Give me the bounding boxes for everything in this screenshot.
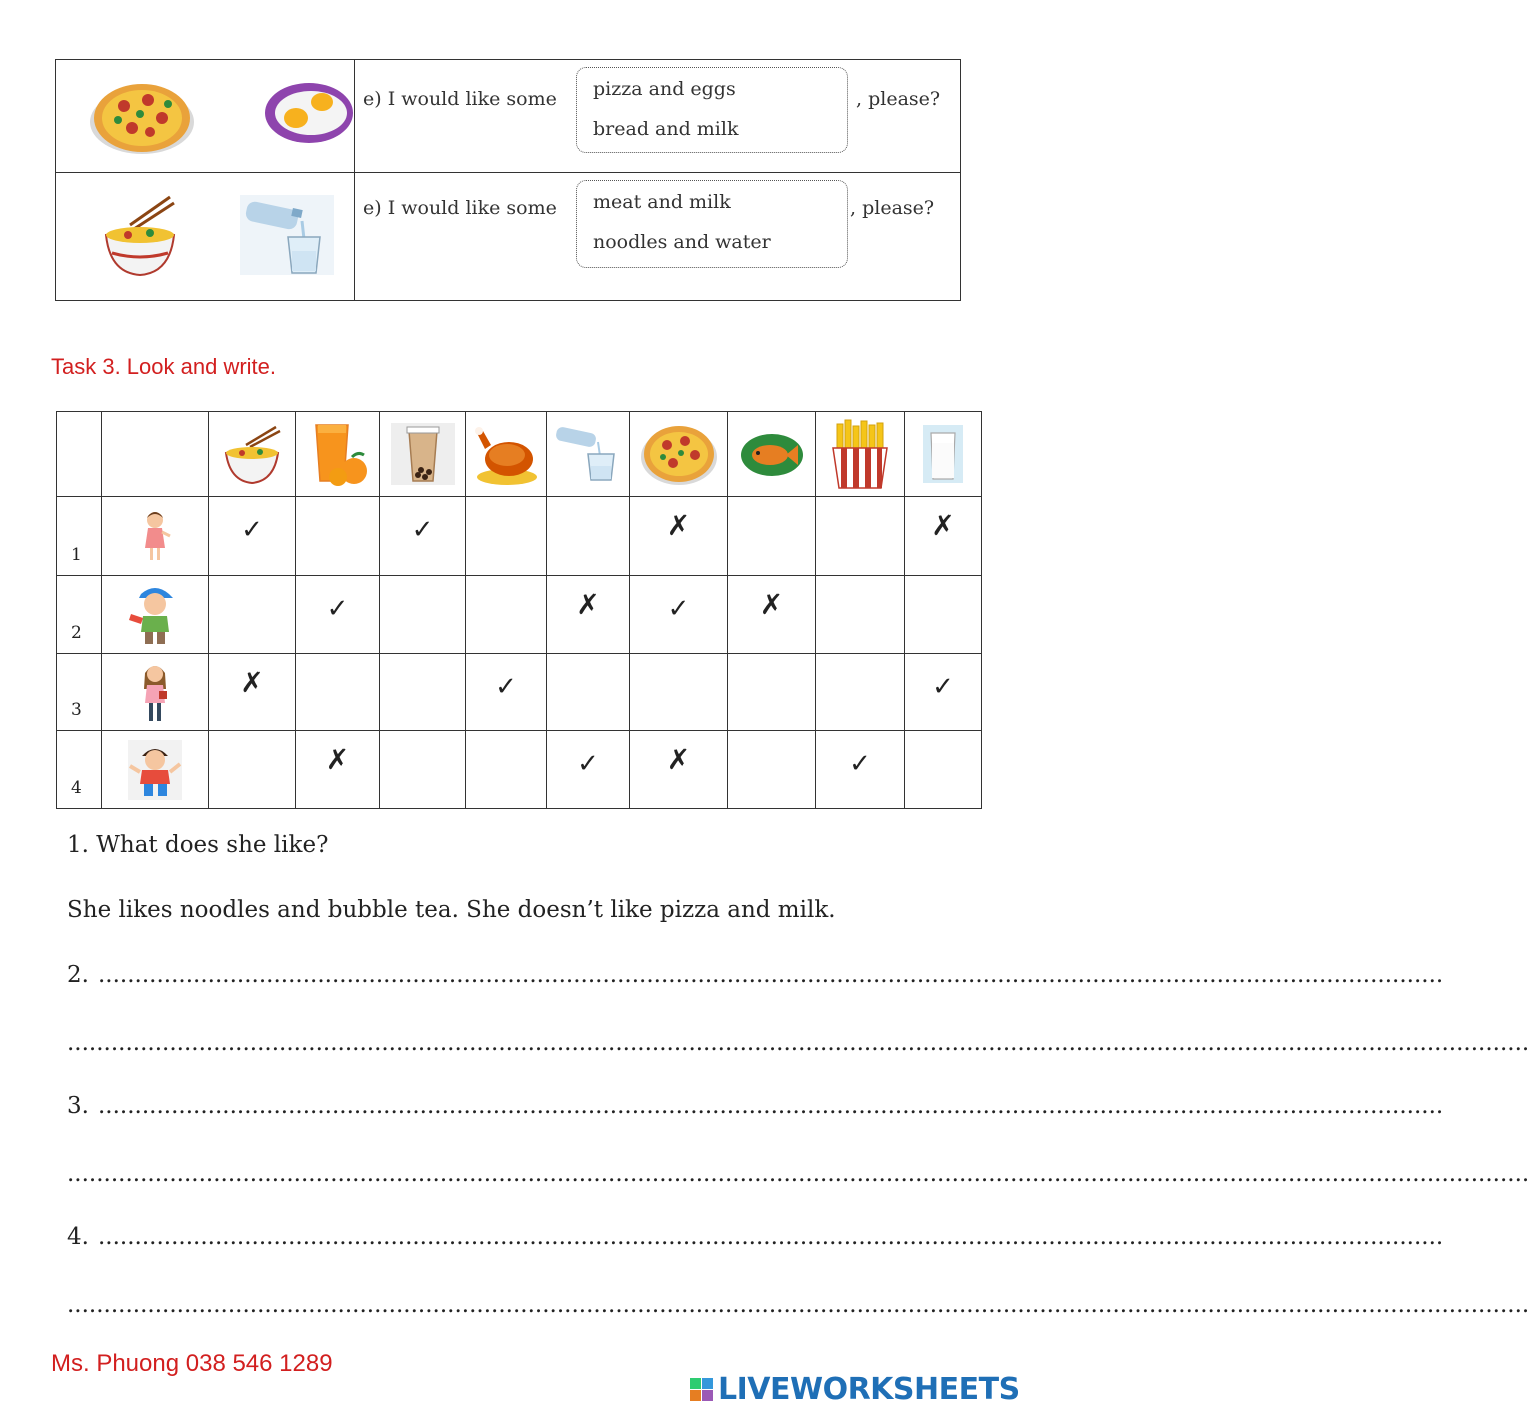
pizza-icon: [88, 74, 196, 158]
choice-table: [55, 59, 961, 301]
please-suffix: , please?: [856, 88, 941, 110]
mark-cell[interactable]: [296, 654, 380, 731]
noodles-icon: [222, 425, 282, 483]
roast-chicken-icon: [473, 421, 539, 487]
fish-dish-icon: [740, 431, 804, 477]
fried-eggs-icon: [264, 82, 354, 144]
food-header-cell: [905, 412, 982, 497]
milk-icon: [923, 425, 963, 483]
food-header-cell: [630, 412, 728, 497]
mark: ✗: [931, 509, 955, 542]
table-row: [57, 654, 982, 731]
person-cell: [102, 576, 209, 654]
option-pizza-and-eggs[interactable]: pizza and eggs: [593, 78, 736, 100]
brand-logo[interactable]: [690, 1372, 1020, 1407]
mark: ✓: [667, 594, 690, 624]
mark: ✗: [666, 509, 691, 542]
mark-cell[interactable]: [296, 497, 380, 576]
mark-cell[interactable]: [466, 497, 547, 576]
mark-cell[interactable]: [466, 576, 547, 654]
food-header-cell: [466, 412, 547, 497]
mark-cell[interactable]: [380, 576, 466, 654]
mark-cell[interactable]: [209, 576, 296, 654]
girl-icon: [140, 510, 170, 562]
example-question: 1. What does she like?: [67, 832, 329, 858]
mark-cell[interactable]: [380, 654, 466, 731]
person-cell: [102, 731, 209, 809]
task3-title: Task 3. Look and write.: [51, 354, 277, 379]
answer-line[interactable]: ........................................................................................................................................................................................................: [67, 1030, 1529, 1056]
mark-cell[interactable]: [209, 497, 296, 576]
mark-cell[interactable]: [380, 497, 466, 576]
mark-cell[interactable]: [728, 654, 816, 731]
mark-cell[interactable]: [547, 654, 630, 731]
fries-icon: [827, 420, 893, 488]
food-header-cell: [380, 412, 466, 497]
girl-icon: [139, 661, 171, 723]
person-cell: [102, 654, 209, 731]
choice-row-2: [56, 172, 960, 301]
mark-cell[interactable]: [630, 497, 728, 576]
look-and-write-grid: [56, 411, 982, 809]
mark: ✗: [666, 743, 691, 776]
mark-cell[interactable]: [905, 654, 982, 731]
mark-cell[interactable]: [630, 576, 728, 654]
mark-cell[interactable]: [547, 731, 630, 809]
table-row: [57, 731, 982, 809]
answer-line[interactable]: ........................................................................................................................................................................................: [98, 1224, 1444, 1250]
option-dropdown[interactable]: [576, 180, 848, 268]
option-noodles-and-water[interactable]: noodles and water: [593, 231, 771, 253]
brand-name: LIVEWORKSHEETS: [718, 1372, 1020, 1407]
noodles-icon: [100, 195, 180, 277]
answer-line[interactable]: ........................................................................................................................................................................................................: [67, 1161, 1529, 1187]
please-suffix: , please?: [850, 197, 935, 219]
water-icon: [240, 195, 334, 275]
mark: ✓: [577, 749, 599, 779]
teacher-credit: Ms. Phuong 038 546 1289: [51, 1350, 333, 1377]
mark: ✗: [576, 588, 600, 621]
person-cell: [102, 497, 209, 576]
mark: ✓: [932, 672, 954, 702]
water-icon: [556, 426, 620, 482]
mark-cell[interactable]: [905, 497, 982, 576]
row-number: 1: [71, 545, 82, 565]
mark-cell[interactable]: [547, 576, 630, 654]
mark: ✓: [326, 594, 349, 624]
food-header-row: [57, 412, 982, 497]
mark: ✓: [849, 749, 871, 779]
mark-cell[interactable]: [728, 497, 816, 576]
mark-cell[interactable]: [209, 654, 296, 731]
mark-cell[interactable]: [816, 731, 905, 809]
mark-cell[interactable]: [728, 576, 816, 654]
table-row: [57, 576, 982, 654]
food-header-cell: [547, 412, 630, 497]
food-header-cell: [296, 412, 380, 497]
liveworksheets-logo-icon: [690, 1378, 714, 1402]
option-dropdown[interactable]: [576, 67, 848, 153]
mark-cell[interactable]: [209, 731, 296, 809]
example-answer: She likes noodles and bubble tea. She doesn’t like pizza and milk.: [67, 897, 836, 923]
pizza-icon: [639, 421, 719, 487]
mark-cell[interactable]: [380, 731, 466, 809]
mark: ✓: [241, 515, 263, 545]
food-header-cell: [816, 412, 905, 497]
boy-icon: [127, 584, 183, 646]
mark: ✓: [495, 672, 517, 702]
mark-cell[interactable]: [547, 497, 630, 576]
mark: ✗: [759, 588, 784, 621]
boy-icon: [128, 740, 182, 800]
mark-cell[interactable]: [728, 731, 816, 809]
blank-label: 2.: [67, 962, 89, 988]
mark-cell[interactable]: [296, 576, 380, 654]
row-number: 4: [71, 778, 82, 798]
mark: ✗: [240, 666, 264, 699]
mark-cell[interactable]: [816, 576, 905, 654]
mark-cell[interactable]: [816, 654, 905, 731]
mark-cell[interactable]: [905, 731, 982, 809]
blank-label: 3.: [67, 1093, 89, 1119]
choice-prompt: e) I would like some: [363, 197, 557, 219]
mark-cell[interactable]: [466, 731, 547, 809]
row-number: 3: [71, 700, 82, 720]
option-bread-and-milk[interactable]: bread and milk: [593, 118, 739, 140]
food-header-cell: [209, 412, 296, 497]
bubble-tea-icon: [391, 423, 455, 485]
blank-label: 4.: [67, 1224, 89, 1250]
mark-cell[interactable]: [905, 576, 982, 654]
mark-cell[interactable]: [630, 731, 728, 809]
mark-cell[interactable]: [816, 497, 905, 576]
mark-cell[interactable]: [466, 654, 547, 731]
choice-prompt: e) I would like some: [363, 88, 557, 110]
option-meat-and-milk[interactable]: meat and milk: [593, 191, 731, 213]
answer-line[interactable]: ........................................................................................................................................................................................................: [67, 1292, 1529, 1318]
mark-cell[interactable]: [630, 654, 728, 731]
mark: ✗: [325, 743, 350, 776]
answer-line[interactable]: ........................................................................................................................................................................................: [98, 962, 1444, 988]
food-header-cell: [728, 412, 816, 497]
row-number: 2: [71, 623, 82, 643]
orange-juice-icon: [308, 421, 368, 487]
mark: ✓: [411, 515, 434, 545]
table-row: [57, 497, 982, 576]
answer-line[interactable]: ........................................................................................................................................................................................: [98, 1093, 1444, 1119]
mark-cell[interactable]: [296, 731, 380, 809]
choice-row-1: [56, 60, 960, 172]
